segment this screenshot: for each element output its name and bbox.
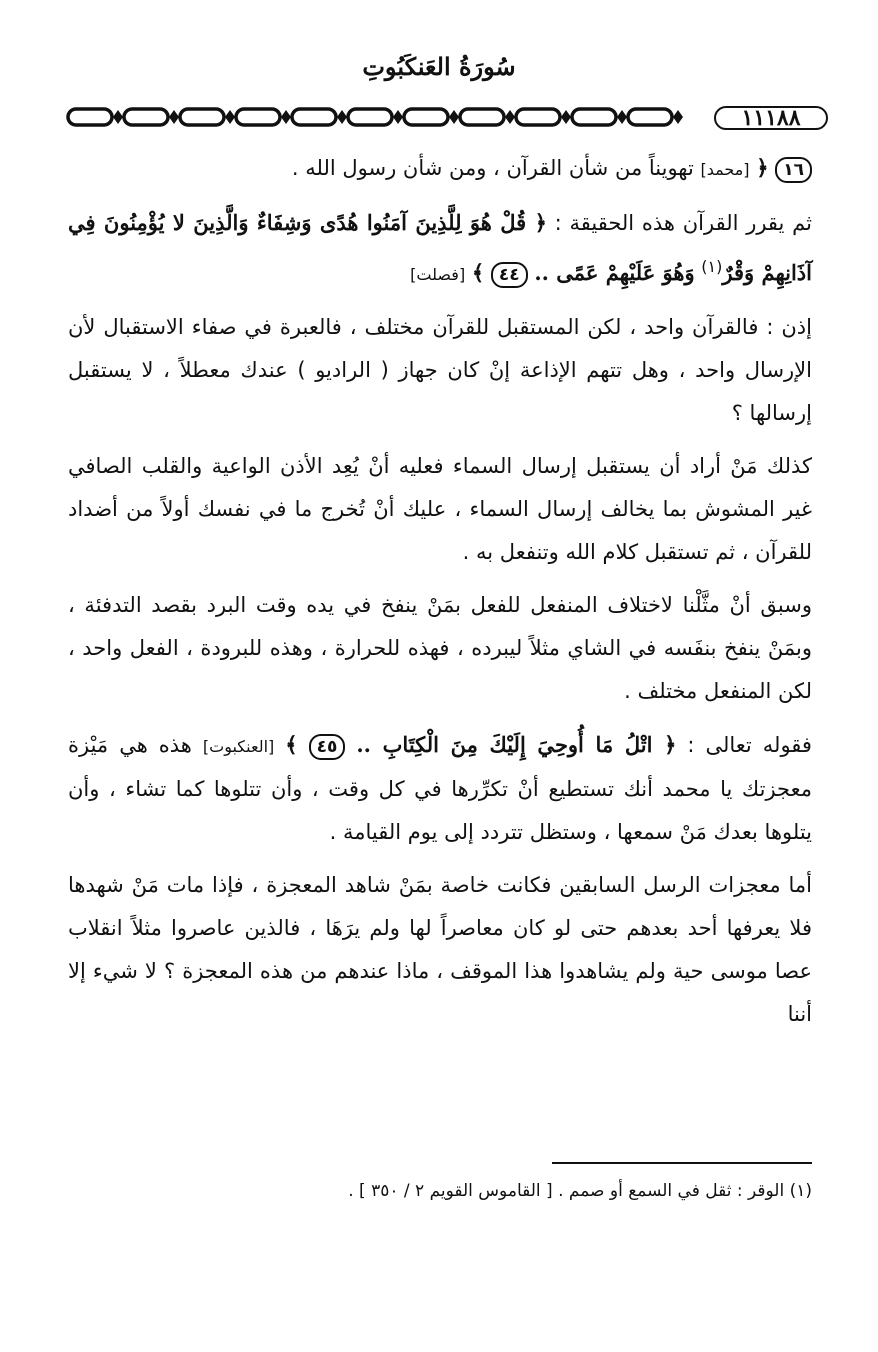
ayah-open-bracket: ﴿	[756, 155, 769, 180]
surah-reference-fussilat: [فصلت]	[410, 265, 466, 284]
ayah-number-44: ٤٤	[491, 262, 528, 288]
paragraph-4: كذلك مَنْ أراد أن يستقبل إرسال السماء فعليه أنْ يُعِد الأذن الواعية والقلب الصافي غير المشوش بما يخالف إرسال السماء ، عليك أنْ تُخرج ما في نفسك أولاً من أضداد للقرآن ، ثم تستقبل كلام الله وتنفعل به .	[68, 454, 812, 564]
paragraph-5: وسبق أنْ مثَّلْنا لاختلاف المنفعل للفعل بمَنْ ينفخ في يده وقت البرد بقصد التدفئة ، وبمَنْ ينفخ بنفَسه في الشاي مثلاً ليبرده ، فهذه للحرارة ، وهذه للبرودة ، الفعل واحد ، لكن المنفعل مختلف .	[68, 593, 812, 703]
surah-reference-muhammad: [محمد]	[700, 160, 750, 179]
surah-reference-ankabut: [العنكبوت]	[202, 737, 275, 756]
body-text	[68, 146, 812, 1046]
page-number: ١١١٨٨	[714, 106, 828, 130]
paragraph-2-intro: ثم يقرر القرآن هذه الحقيقة :	[554, 211, 812, 235]
ayah-number-16: ١٦	[775, 157, 812, 183]
paragraph-6	[68, 723, 812, 854]
paragraph-6-text: هذه هي مَيْزة معجزتك يا محمد أنك تستطيع أنْ تكرِّرها في كل وقت ، وأن تتلوها كما تشاء ، وأن يتلوها بعدك مَنْ سمعها ، وستظل تتردد إلى يوم القيامة .	[68, 733, 812, 844]
ayah-close-bracket-2: ﴾	[285, 732, 298, 757]
quran-verse-fussilat: ﴿ قُلْ هُوَ لِلَّذِينَ آمَنُوا هُدًى وَشِفَاءٌ وَالَّذِينَ لا يُؤْمِنُونَ فِي آذَانِهِمْ وَقْرٌ	[68, 210, 812, 285]
footnote-mark: (١)	[701, 257, 723, 276]
paragraph-2	[68, 201, 812, 296]
paragraph-1-text: تهويناً من شأن القرآن ، ومن شأن رسول الله .	[291, 156, 694, 180]
paragraph-7: أما معجزات الرسل السابقين فكانت خاصة بمَنْ شاهد المعجزة ، فإذا مات مَنْ شهدها فلا يعرفها أحد بعدهم حتى لو كان معاصراً لها ولم يرَهَا ، فالذين عاصروا مثلاً انقلاب عصا موسى حية ولم يشاهدوا هذا الموقف ، ماذا عندهم من هذه المعجزة ؟ لا شيء إلا أننا	[68, 873, 812, 1026]
paragraph-1	[68, 146, 812, 191]
ayah-close-bracket: ﴾	[471, 260, 485, 285]
footnote-divider	[552, 1162, 812, 1164]
paragraph-3: إذن : فالقرآن واحد ، لكن المستقبل للقرآن مختلف ، فالعبرة في صفاء الاستقبال لأن الإرسال واحد ، وهل تتهم الإذاعة إنْ كان جهاز ( الراديو ) عندك معطلاً ، لا يستقبل إرسالها ؟	[68, 315, 812, 425]
footnote: (١) الوقر : ثقل في السمع أو صمم . [ القاموس القويم ٢ / ٣٥٠ ] .	[348, 1181, 812, 1201]
quran-verse-ankabut: ﴿ اتْلُ مَا أُوحِيَ إِلَيْكَ مِنَ الْكِتَابِ ..	[356, 732, 677, 757]
header-ornament	[66, 104, 704, 130]
quran-verse-fussilat-end: وَهُوَ عَلَيْهِمْ عَمًى ..	[534, 260, 695, 285]
ayah-number-45: ٤٥	[309, 734, 346, 760]
paragraph-6-intro: فقوله تعالى :	[687, 733, 812, 757]
surah-title: سُورَةُ العَنكَبُوتِ	[362, 52, 516, 81]
